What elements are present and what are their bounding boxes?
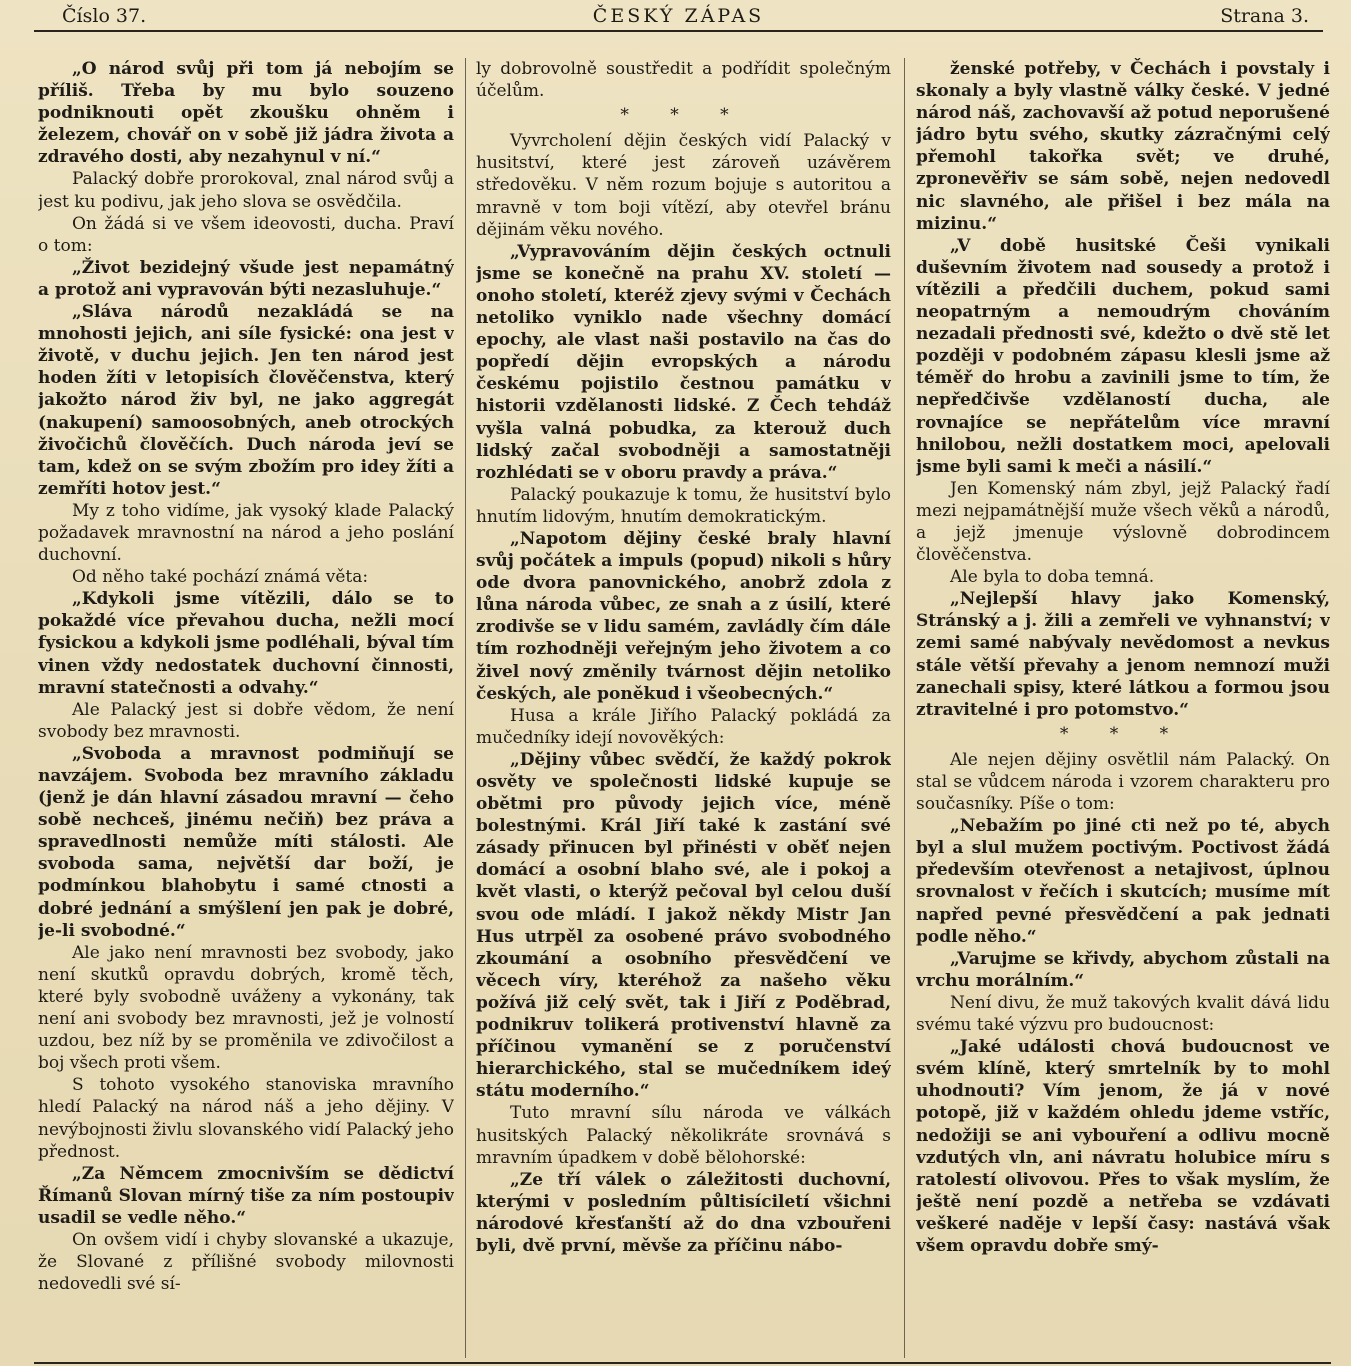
quote-paragraph: „Nebažím po jiné cti než po té, abych byl a slul mužem poctivým. Poctivost žádá především otevřenost a netajivost, úplnou srovnalost v řečích i skutcích; musíme mít napřed pevné přesvědčení a pak jednati podle něho.“ — [916, 816, 1330, 947]
column-divider — [904, 58, 905, 1358]
paragraph: On žádá si ve všem ideovosti, ducha. Praví o tom: — [38, 213, 454, 256]
paragraph: Ale byla to doba temná. — [950, 567, 1155, 588]
paragraph: My z toho vidíme, jak vysoký klade Palacký požadavek mravnostní na národ a jeho poslání duchovní. — [38, 500, 454, 566]
quote-paragraph: „Dějiny vůbec svědčí, že každý pokrok osvěty ve společnosti lidské kupuje se obětmi pro původy jejich více, méně bolestnými. Král Jiří také k zastání své zásady přinucen byl přinésti v oběť nejen domácí a osobní blaho své, ale i pokoj a květ vlasti, o kterýž pečoval byl celou duší svou ode mládí. I jakož někdy Mistr Jan Hus utrpěl za osobené právo svobodného zkoumání a osobního přesvědčení ve věcech víry, kteréhož za našeho věku požívá již celý svět, tak i Jiří z Poděbrad, podnikruv tolikerá protivenství hlavně za příčinou vymanění se z poručenství hierarchického, stal se mučedníkem ideý státu moderního.“ — [476, 749, 891, 1102]
quote-paragraph: „Varujme se křivdy, abychom zůstali na vrchu morálním.“ — [916, 948, 1330, 991]
quote-paragraph: „Vypravováním dějin českých octnuli jsme se konečně na prahu XV. století — onoho století, kteréž zjevy svými v Čechách netoliko vyniklo nade všechny domácí epochy, ale vlast naši postavilo na čas do popředí dějin evropských a národu českému pojistilo čestnou památku v historii vzdělanosti lidské. Z Čech tehdáž vyšla valná pobudka, za kterouž duch lidský začal svobodněji a samostatněji rozhlédati se v oboru pravdy a práva.“ — [476, 241, 891, 483]
masthead — [34, 4, 1323, 32]
paragraph: Palacký poukazuje k tomu, že husitství bylo hnutím lidovým, hnutím demokratickým. — [476, 484, 891, 527]
quote-paragraph: „V době husitské Češi vynikali duševním životem nad sousedy a protož i vítězili a předčili duchem, pokud sami neopatrným a nemoudrým chováním nezadali přednosti své, kdežto o dvě stě let později v podobném zápasu klesli jsme až téměř do hrobu a zavinili jsme to tím, že nepředčivše vzdělaností ducha, ale rovnajíce se nepřátelům více mravní hnilobou, nežli dostatkem moci, apelovali jsme byli sami k meči a násilí.“ — [916, 235, 1330, 477]
quote-paragraph: „Život bezidejný všude jest nepamátný a protož ani vypravován býti nezasluhuje.“ — [38, 257, 454, 300]
paragraph: Husa a krále Jiřího Palacký pokládá za mučedníky idejí novověkých: — [476, 705, 891, 748]
quote-paragraph: „Svoboda a mravnost podmiňují se navzájem. Svoboda bez mravního základu (jenž je dán hlavní zásadou mravní — čeho sobě nechceš, jinému nečiň) bez práva a spravedlnosti nemůže míti stálosti. Ale svoboda sama, největší dar boží, je podmínkou blahobytu i samé ctnosti a dobré jednání a smýšlení jen pak je dobré, je-li svobodné.“ — [38, 743, 454, 941]
quote-paragraph: ženské potřeby, v Čechách i povstaly i skonaly a byly vlastně války české. V jedné národ náš, zachovavší až potud neporušené jádro bytu svého, skutky zázračnými celý přemohl takořka svět; ve druhé, zpronevěřiv se sám sobě, nejen nedovedl nic slavného, ale přišel i bez mála na mizinu.“ — [916, 59, 1330, 234]
quote-paragraph: „Za Němcem zmocnivším se dědictví Římanů Slovan mírný tiše za ním postoupiv usadil se vedle něho.“ — [38, 1163, 454, 1228]
bottom-rule — [34, 1362, 1331, 1364]
paragraph: Palacký dobře prorokoval, znal národ svůj a jest ku podivu, jak jeho slova se osvědčila. — [38, 169, 454, 212]
paragraph: Jen Komenský nám zbyl, jejž Palacký řadí mezi nejpamátnější muže všech věků a národů, a jejž jmenuje výslovně dobrodincem člověčenstva. — [916, 478, 1330, 566]
quote-paragraph: „O národ svůj při tom já nebojím se příliš. Třeba by mu bylo souzeno podniknouti opět zkoušku ohněm i železem, chovář on v sobě již jádra života a zdravého dosti, aby nezahynul v ní.“ — [38, 59, 454, 168]
paragraph: Od něho také pochází známá věta: — [72, 567, 369, 588]
paragraph: Vyvrcholení dějin českých vidí Palacký v husitství, které jest zároveň uzávěrem středověku. V něm rozum bojuje s autoritou a mravně v tom boji vítězí, aby otevřel bránu dějinám věku nového. — [476, 131, 891, 240]
text-column-1 — [38, 58, 454, 1360]
paragraph: Ale Palacký jest si dobře vědom, že není svobody bez mravnosti. — [38, 699, 454, 742]
paragraph: Není divu, že muž takových kvalit dává lidu svému také výzvu pro budoucnost: — [916, 992, 1330, 1036]
text-column-2 — [476, 58, 891, 1360]
quote-paragraph: „Jaké události chová budoucnost ve svém klíně, který smrtelník by to mohl uhodnouti? Vím jenom, že já v nové potopě, již v každém ohledu jdeme vstříc, nedožiji se ani vybouření a odlivu mocně vzdutých vln, ani návratu holubice míru s ratolestí olivovou. Přes to však myslím, že ještě není pozdě a netřeba se vzdávati veškeré naděje v lepší časy: nastává však všem opravdu dobře smý- — [916, 1037, 1330, 1256]
paragraph: S tohoto vysokého stanoviska mravního hledí Palacký na národ náš a jeho dějiny. V nevýbojnosti živlu slovanského vidí Palacký jeho přednost. — [38, 1075, 454, 1162]
newspaper-title: ČESKÝ ZÁPAS — [592, 5, 765, 27]
page-number: Strana 3. — [1220, 5, 1309, 27]
paragraph: ly dobrovolně soustředit a podřídit společným účelům. — [476, 59, 891, 102]
paragraph: Ale nejen dějiny osvětlil nám Palacký. On stal se vůdcem národa i vzorem charakteru pro současníky. Píše o tom: — [916, 749, 1330, 815]
section-separator: * * * — [620, 105, 747, 126]
quote-paragraph: „Ze tří válek o záležitosti duchovní, kterými v posledním půltisíciletí všichni národové křesťanští až do dna vzbouřeni byli, dvě první, měvše za příčinu nábo- — [476, 1169, 891, 1256]
section-separator: * * * — [1059, 723, 1187, 744]
quote-paragraph: „Napotom dějiny české braly hlavní svůj počátek a impuls (popud) nikoli s hůry ode dvora panovnického, anobrž zdola z lůna národa vůbec, ze snah a z úsilí, které zrodivše se v lidu samém, zavládly čím dále tím rozhodněji veřejným jeho životem a co živel nový změnily tvárnost dějin netoliko českých, ale poněkud i všeobecných.“ — [476, 528, 891, 704]
issue-number: Číslo 37. — [62, 5, 147, 27]
text-column-3 — [916, 58, 1330, 1360]
column-divider — [465, 58, 466, 1358]
paragraph: On ovšem vidí i chyby slovanské a ukazuje, že Slované z přílišné svobody milovnosti nedovedli své sí- — [38, 1229, 454, 1295]
quote-paragraph: „Sláva národů nezakládá se na mnohosti jejich, ani síle fysické: ona jest v životě, v duchu jejich. Jen ten národ jest hoden žíti v letopisích člověčenstva, který jakožto národ živ byl, ne jako aggregát (nakupení) samoosobných, aneb otrockých živočichů člověčích. Duch národa jeví se tam, kdež on se svým zbožím pro idey žíti a zemříti hotov jest.“ — [38, 302, 454, 499]
paragraph: Tuto mravní sílu národa ve válkách husitských Palacký několikráte srovnává s mravním úpadkem v době bělohorské: — [476, 1103, 891, 1168]
quote-paragraph: „Kdykoli jsme vítězili, dálo se to pokaždé více převahou ducha, nežli mocí fysickou a kdykoli jsme podléhali, býval tím vinen vždy nedostatek duchovní činnosti, mravní statečnosti a odvahy.“ — [38, 589, 454, 698]
paragraph: Ale jako není mravnosti bez svobody, jako není skutků opravdu dobrých, kromě těch, které byly svobodně uváženy a vykonány, tak není ani svobody bez mravnosti, jež je volností uzdou, bez níž by se proměnila ve zdivočilost a boj všech proti všem. — [38, 942, 454, 1074]
quote-paragraph: „Nejlepší hlavy jako Komenský, Stránský a j. žili a zemřeli ve vyhnanství; v zemi samé nabývaly nevědomost a nevkus stále větší převahy a jenom nemnozí muži zanechali spisy, které látkou a formou jsou ztravitelné i pro potomstvo.“ — [916, 589, 1330, 720]
